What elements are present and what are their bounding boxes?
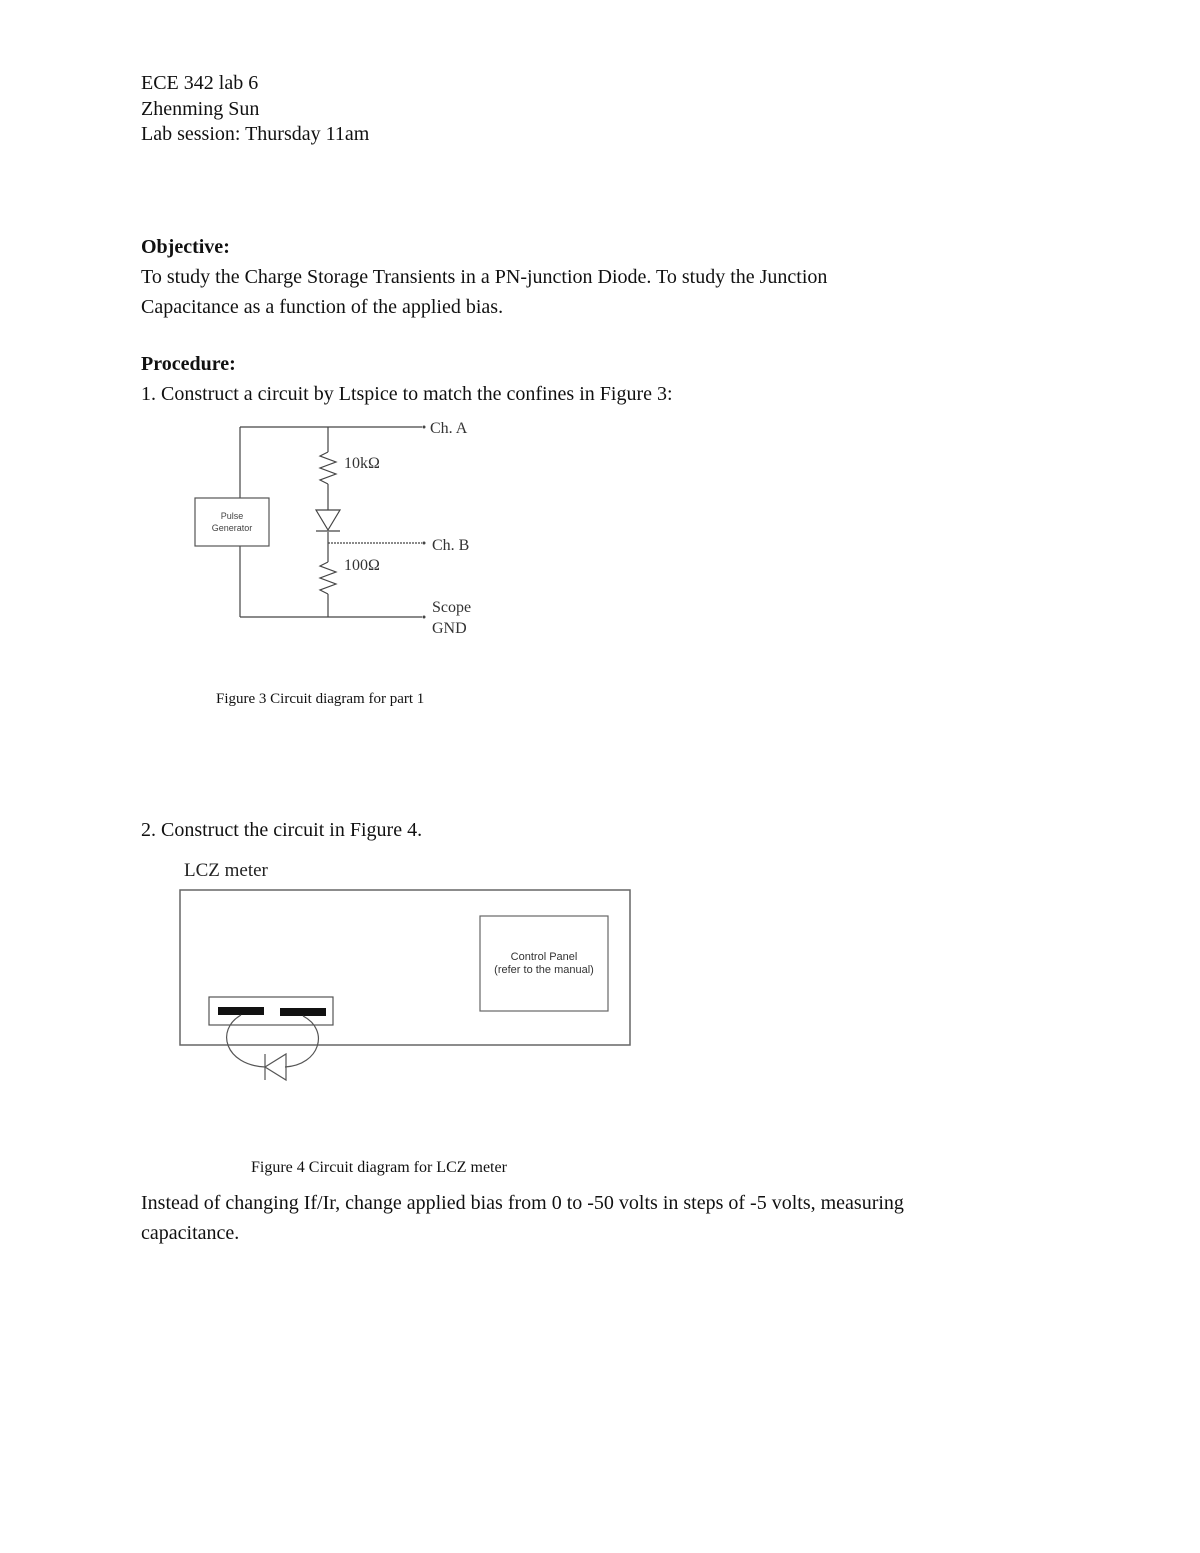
control-panel-label: Control Panel xyxy=(510,951,578,963)
objective-text-2: Capacitance as a function of the applied bias. xyxy=(141,296,504,318)
procedure-note-2: capacitance. xyxy=(141,1222,240,1244)
control-panel-sublabel: (refer to the manual) xyxy=(494,964,594,976)
figure-4-caption: Figure 4 Circuit diagram for LCZ meter xyxy=(251,1159,507,1176)
course-title: ECE 342 lab 6 xyxy=(141,72,259,94)
ch-a-label: Ch. A xyxy=(430,420,468,437)
resistor-10k-label: 10kΩ xyxy=(344,455,380,472)
figure-3-caption: Figure 3 Circuit diagram for part 1 xyxy=(216,691,425,707)
procedure-step-1: 1. Construct a circuit by Ltspice to match the confines in Figure 3: xyxy=(141,383,673,405)
author-name: Zhenming Sun xyxy=(141,98,260,120)
diode-icon xyxy=(265,1054,286,1080)
procedure-heading: Procedure: xyxy=(141,353,236,375)
diode-icon xyxy=(316,510,340,531)
scope-label: Scope xyxy=(432,599,472,616)
resistor-100-label: 100Ω xyxy=(344,557,380,574)
figure-4-lcz-meter-diagram xyxy=(170,850,650,1090)
pulse-label-1: Pulse xyxy=(220,511,244,521)
resistor-100 xyxy=(320,562,336,594)
gnd-label: GND xyxy=(432,620,467,637)
objective-text-1: To study the Charge Storage Transients in a PN-junction Diode. To study the Junction xyxy=(141,266,828,288)
lcz-meter-title: LCZ meter xyxy=(184,860,268,881)
terminal-right xyxy=(280,1008,326,1016)
lab-session: Lab session: Thursday 11am xyxy=(141,123,370,145)
pulse-label-2: Generator xyxy=(211,523,253,533)
objective-heading: Objective: xyxy=(141,236,230,258)
figure-3-circuit-diagram xyxy=(150,412,520,674)
resistor-10k xyxy=(320,452,336,484)
ch-b-label: Ch. B xyxy=(432,537,470,554)
procedure-step-2: 2. Construct the circuit in Figure 4. xyxy=(141,819,423,841)
procedure-note-1: Instead of changing If/Ir, change applied bias from 0 to -50 volts in steps of -5 volts, measuring xyxy=(141,1192,904,1214)
pulse-generator-box xyxy=(195,498,269,546)
terminal-left xyxy=(218,1007,264,1015)
